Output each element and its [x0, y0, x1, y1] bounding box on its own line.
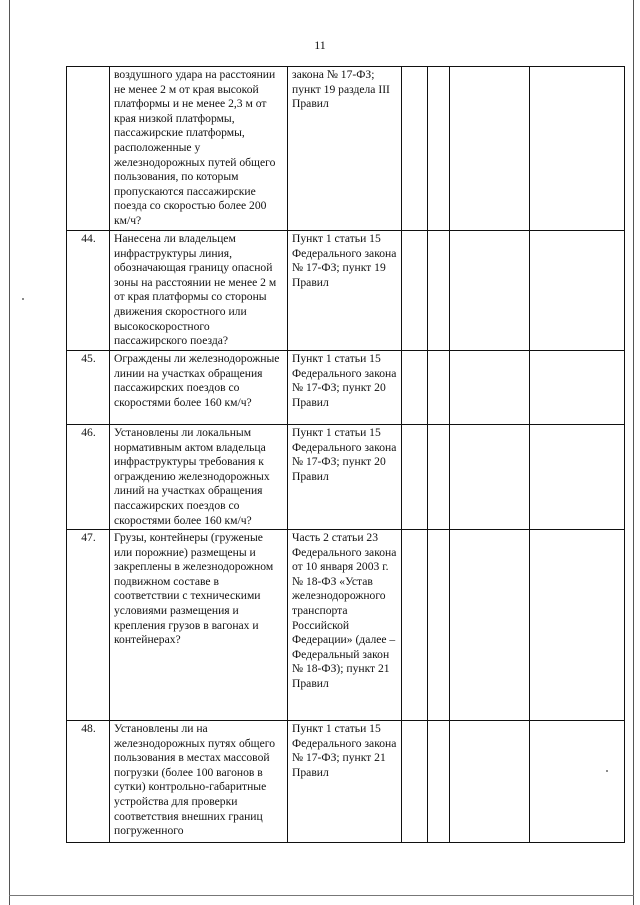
answer-yes-cell — [402, 425, 428, 530]
note-cell — [530, 721, 625, 843]
note-cell — [530, 67, 625, 231]
row-number: 45. — [67, 351, 110, 425]
answer-na-cell — [450, 231, 530, 351]
reference-cell: Пункт 1 статьи 15 Федерального закона № 17-ФЗ; пункт 21 Правил — [288, 721, 402, 843]
answer-no-cell — [428, 351, 450, 425]
note-cell — [530, 351, 625, 425]
answer-no-cell — [428, 425, 450, 530]
answer-na-cell — [450, 351, 530, 425]
reference-cell: Пункт 1 статьи 15 Федерального закона № 17-ФЗ; пункт 20 Правил — [288, 351, 402, 425]
answer-na-cell — [450, 67, 530, 231]
scan-edge-left — [9, 0, 10, 905]
answer-no-cell — [428, 67, 450, 231]
question-cell: Грузы, контейнеры (груженые или порожние) размещены и закреплены в железнодорожном подвижном составе в соответствии с техническими условиями размещения и крепления грузов в вагонах и контейнерах? — [110, 530, 288, 721]
table-row — [67, 721, 625, 843]
note-cell — [530, 530, 625, 721]
table-row — [67, 67, 625, 231]
page-number: 11 — [314, 38, 326, 52]
row-number — [67, 67, 110, 231]
answer-no-cell — [428, 721, 450, 843]
row-number: 46. — [67, 425, 110, 530]
checklist-table — [66, 66, 625, 843]
answer-yes-cell — [402, 231, 428, 351]
scan-edge-right — [633, 0, 634, 905]
answer-na-cell — [450, 721, 530, 843]
answer-na-cell — [450, 530, 530, 721]
table-row — [67, 425, 625, 530]
row-number: 44. — [67, 231, 110, 351]
table-row — [67, 231, 625, 351]
answer-na-cell — [450, 425, 530, 530]
note-cell — [530, 231, 625, 351]
answer-yes-cell — [402, 351, 428, 425]
answer-yes-cell — [402, 67, 428, 231]
scan-edge-bottom — [9, 895, 634, 896]
question-cell: Ограждены ли железнодорожные линии на участках обращения пассажирских поездов со скоростями более 160 км/ч? — [110, 351, 288, 425]
table-row — [67, 351, 625, 425]
reference-cell: закона № 17-ФЗ; пункт 19 раздела III Правил — [288, 67, 402, 231]
question-cell: Установлены ли локальным нормативным актом владельца инфраструктуры требования к ограждению железнодорожных линий на участках обращения пассажирских поездов со скоростями более 160 км/ч? — [110, 425, 288, 530]
reference-cell: Пункт 1 статьи 15 Федерального закона № 17-ФЗ; пункт 19 Правил — [288, 231, 402, 351]
answer-no-cell — [428, 231, 450, 351]
row-number: 47. — [67, 530, 110, 721]
question-cell: Нанесена ли владельцем инфраструктуры линия, обозначающая границу опасной зоны на расстоянии не менее 2 м от края платформы со стороны движения скоростного или высокоскоростного пассажирского поезда? — [110, 231, 288, 351]
answer-no-cell — [428, 530, 450, 721]
note-cell — [530, 425, 625, 530]
question-cell: воздушного удара на расстоянии не менее 2 м от края высокой платформы и не менее 2,3 м от края низкой платформы, пассажирские платформы, расположенные у железнодорожных путей общего пользования, по которым пропускаются пассажирские поезда со скоростью более 200 км/ч? — [110, 67, 288, 231]
reference-cell: Часть 2 статьи 23 Федерального закона от 10 января 2003 г. № 18-ФЗ «Устав железнодорожного транспорта Российской Федерации» (далее – Федеральный закон № 18-ФЗ); пункт 21 Правил — [288, 530, 402, 721]
table-row — [67, 530, 625, 721]
reference-cell: Пункт 1 статьи 15 Федерального закона № 17-ФЗ; пункт 20 Правил — [288, 425, 402, 530]
question-cell: Установлены ли на железнодорожных путях общего пользования в местах массовой погрузки (более 100 вагонов в сутки) контрольно-габаритные устройства для проверки соответствия внешних границ погруженного — [110, 721, 288, 843]
scan-speck — [22, 298, 24, 300]
answer-yes-cell — [402, 530, 428, 721]
answer-yes-cell — [402, 721, 428, 843]
row-number: 48. — [67, 721, 110, 843]
